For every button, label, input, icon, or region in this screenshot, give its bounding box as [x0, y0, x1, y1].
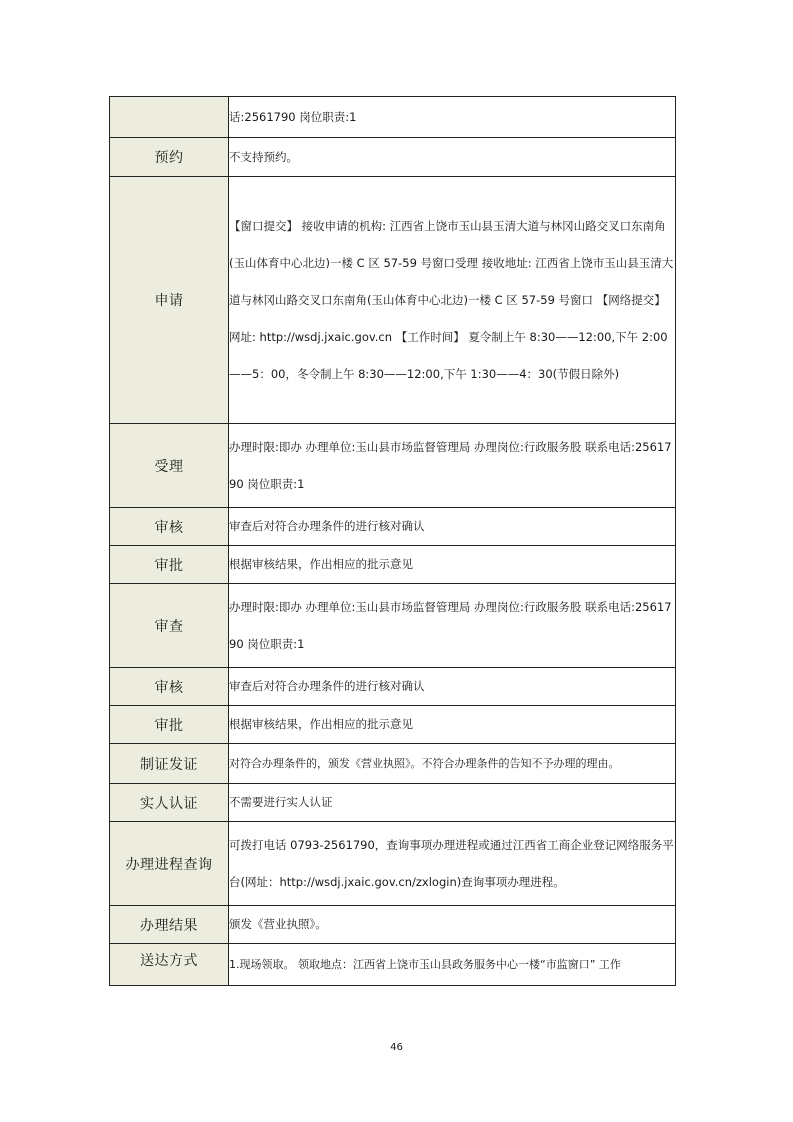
row-value: 根据审核结果，作出相应的批示意见 — [229, 546, 676, 584]
row-label: 送达方式 — [110, 944, 229, 986]
row-label: 受理 — [110, 424, 229, 508]
row-value: 颁发《营业执照》。 — [229, 906, 676, 944]
row-label: 制证发证 — [110, 744, 229, 784]
table-row — [110, 177, 676, 424]
row-label: 办理结果 — [110, 906, 229, 944]
row-label: 办理进程查询 — [110, 822, 229, 906]
row-value: 办理时限:即办 办理单位:玉山县市场监督管理局 办理岗位:行政服务股 联系电话:2561790 岗位职责:1 — [229, 584, 676, 668]
row-value: 办理时限:即办 办理单位:玉山县市场监督管理局 办理岗位:行政服务股 联系电话:2561790 岗位职责:1 — [229, 424, 676, 508]
row-value: 【窗口提交】 接收申请的机构: 江西省上饶市玉山县玉清大道与林冈山路交叉口东南角(玉山体育中心北边)一楼 C 区 57-59 号窗口受理 接收地址: 江西省上饶市玉山县玉清大道与林冈山路交叉口东南角(玉山体育中心北边)一楼 C 区 57-59 号窗口 【网络提交】 网址: http://wsdj.jxaic.gov.cn 【工作时间】 夏令制上午 8:30——12:00,下午 2:00——5：00，冬令制上午 8:30——12:00,下午 1:30——4：30(节假日除外) — [229, 177, 676, 424]
row-label — [110, 97, 229, 138]
row-value: 根据审核结果，作出相应的批示意见 — [229, 706, 676, 744]
row-label: 审批 — [110, 706, 229, 744]
table-row — [110, 508, 676, 546]
table-row — [110, 906, 676, 944]
procedure-table — [109, 96, 676, 986]
table-row — [110, 784, 676, 822]
row-value: 对符合办理条件的，颁发《营业执照》。不符合办理条件的告知不予办理的理由。 — [229, 744, 676, 784]
row-value: 话:2561790 岗位职责:1 — [229, 97, 676, 138]
table-row — [110, 822, 676, 906]
row-value: 不支持预约。 — [229, 138, 676, 177]
table-row — [110, 97, 676, 138]
table-row — [110, 546, 676, 584]
row-label: 申请 — [110, 177, 229, 424]
row-value: 可拨打电话 0793-2561790，查询事项办理进程或通过江西省工商企业登记网络服务平台(网址：http://wsdj.jxaic.gov.cn/zxlogin)查询事项办理进程。 — [229, 822, 676, 906]
row-label: 审核 — [110, 508, 229, 546]
table-row — [110, 424, 676, 508]
row-label: 审批 — [110, 546, 229, 584]
row-label: 实人认证 — [110, 784, 229, 822]
table-row — [110, 668, 676, 706]
table-row — [110, 138, 676, 177]
row-label: 预约 — [110, 138, 229, 177]
table-row — [110, 744, 676, 784]
row-value: 1.现场领取。 领取地点：江西省上饶市玉山县政务服务中心一楼“市监窗口” 工作 — [229, 944, 676, 986]
row-value: 审查后对符合办理条件的进行核对确认 — [229, 508, 676, 546]
row-value: 审查后对符合办理条件的进行核对确认 — [229, 668, 676, 706]
table-row — [110, 706, 676, 744]
table-row — [110, 584, 676, 668]
row-value: 不需要进行实人认证 — [229, 784, 676, 822]
table-row — [110, 944, 676, 986]
row-label: 审核 — [110, 668, 229, 706]
page-number: 46 — [390, 1042, 403, 1053]
row-label: 审查 — [110, 584, 229, 668]
